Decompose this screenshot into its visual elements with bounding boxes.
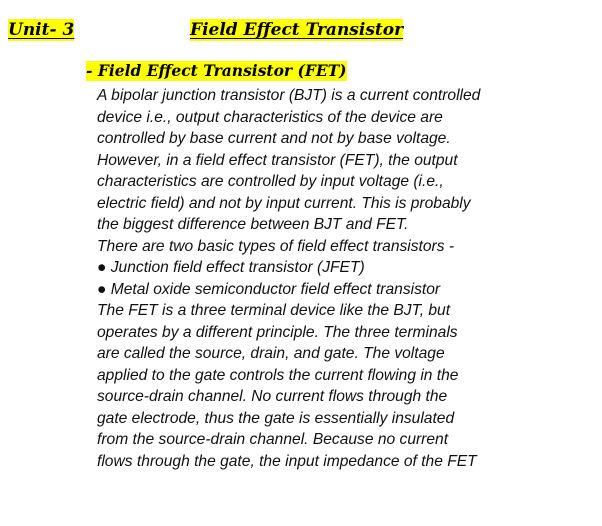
body-text [97,85,597,472]
text-line: A bipolar junction transistor (BJT) is a current controlled [97,87,481,104]
text-line: controlled by base current and not by base voltage. [97,130,451,147]
text-line: are called the source, drain, and gate. The voltage [97,345,445,362]
section-heading: - Field Effect Transistor (FET) [86,61,347,80]
text-line: The FET is a three terminal device like the BJT, but [97,302,451,319]
text-line: gate electrode, thus the gate is essentially insulated [97,409,455,427]
text-line: from the source-drain channel. Because no current [97,431,449,448]
text-line: characteristics are controlled by input voltage (i.e., [97,173,444,190]
text-line: device i.e., output characteristics of the device are [97,108,443,126]
text-line: electric field) and not by input current. This is probably [97,194,471,212]
text-line: flows through the gate, the input impedance of the FET [97,452,477,470]
bullet-item-mosfet: ● Metal oxide semiconductor field effect transistor [97,280,441,298]
document-title: Field Effect Transistor [190,20,404,40]
bullet-item-jfet: ● Junction field effect transistor (JFET) [97,259,365,276]
text-line: the biggest difference between BJT and FET. [97,216,409,233]
text-line: source-drain channel. No current flows through the [97,388,448,405]
text-line: applied to the gate controls the current flowing in the [97,366,459,384]
unit-label: Unit- 3 [8,20,75,40]
text-line: There are two basic types of field effect transistors - [97,237,455,255]
text-line: operates by a different principle. The three terminals [97,323,458,341]
text-line: However, in a field effect transistor (FET), the output [97,151,458,169]
